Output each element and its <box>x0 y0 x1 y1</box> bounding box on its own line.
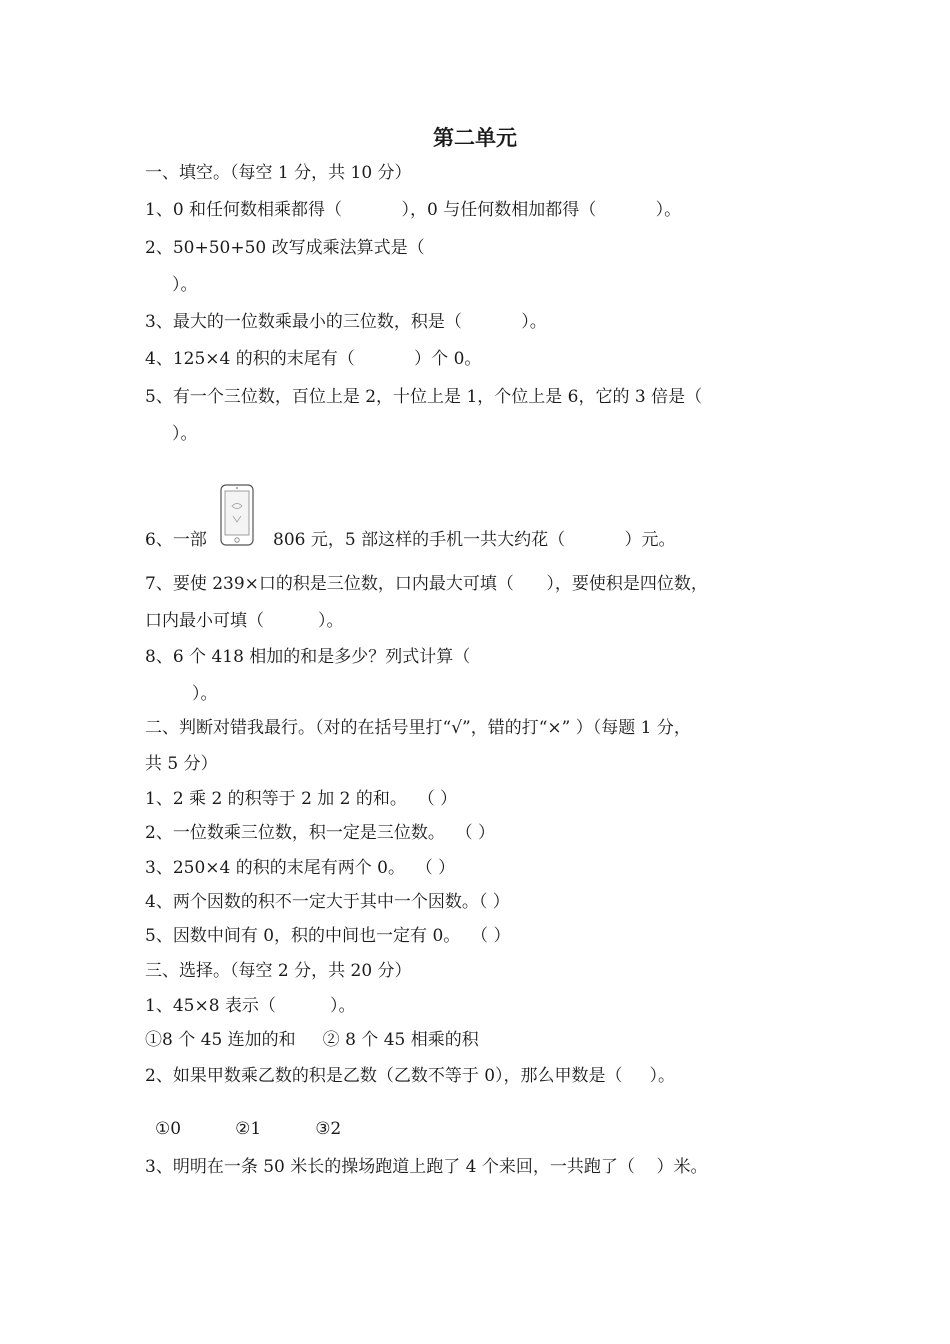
phone-icon <box>218 484 256 546</box>
fill-question-8-cont: ）。 <box>192 684 218 704</box>
fill-question-5: 5、有一个三位数，百位上是 2，十位上是 1，个位上是 6，它的 3 倍是（ <box>145 387 703 407</box>
judge-question-3: 3、250×4 的积的末尾有两个 0。 （ ） <box>145 858 456 878</box>
fill-question-8: 8、6 个 418 相加的和是多少？列式计算（ <box>145 647 471 667</box>
section2-heading: 二、判断对错我最行。（对的在括号里打“√”，错的打“×” ）（每题 1 分， <box>145 718 691 738</box>
choice-question-1: 1、45×8 表示（ ）。 <box>145 996 356 1016</box>
choice-question-3: 3、明明在一条 50 米长的操场跑道上跑了 4 个来回，一共跑了（ ）米。 <box>145 1157 708 1177</box>
fill-question-7: 7、要使 239×口的积是三位数，口内最大可填（ ），要使积是四位数， <box>145 574 708 594</box>
choice-question-2: 2、如果甲数乘乙数的积是乙数（乙数不等于 0），那么甲数是（ ）。 <box>145 1066 676 1086</box>
page-title: 第二单元 <box>433 125 517 150</box>
judge-question-5: 5、因数中间有 0，积的中间也一定有 0。 （ ） <box>145 926 511 946</box>
fill-question-6-cont: 806 元，5 部这样的手机一共大约花（ ）元。 <box>273 530 676 550</box>
fill-question-2-cont: ）。 <box>172 275 198 295</box>
fill-question-1: 1、0 和任何数相乘都得（ ），0 与任何数相加都得（ ）。 <box>145 200 682 220</box>
fill-question-2: 2、50+50+50 改写成乘法算式是（ <box>145 238 425 258</box>
fill-question-7-cont: 口内最小可填（ ）。 <box>145 611 344 631</box>
section1-heading: 一、填空。（每空 1 分，共 10 分） <box>145 163 412 183</box>
judge-question-1: 1、2 乘 2 的积等于 2 加 2 的和。 （ ） <box>145 789 458 809</box>
fill-question-3: 3、最大的一位数乘最小的三位数，积是（ ）。 <box>145 312 547 332</box>
fill-question-4: 4、125×4 的积的末尾有（ ）个 0。 <box>145 349 482 369</box>
judge-question-2: 2、一位数乘三位数，积一定是三位数。 （ ） <box>145 823 496 843</box>
choice-question-1-options: ①8 个 45 连加的和 ② 8 个 45 相乘的积 <box>145 1030 479 1050</box>
section2-heading-cont: 共 5 分） <box>145 754 218 774</box>
fill-question-6: 6、一部 <box>145 530 207 550</box>
fill-question-5-cont: ）。 <box>172 424 198 444</box>
judge-question-4: 4、两个因数的积不一定大于其中一个因数。（ ） <box>145 892 510 912</box>
section3-heading: 三、选择。（每空 2 分，共 20 分） <box>145 961 412 981</box>
choice-question-2-options: ①0 ②1 ③2 <box>155 1119 342 1139</box>
